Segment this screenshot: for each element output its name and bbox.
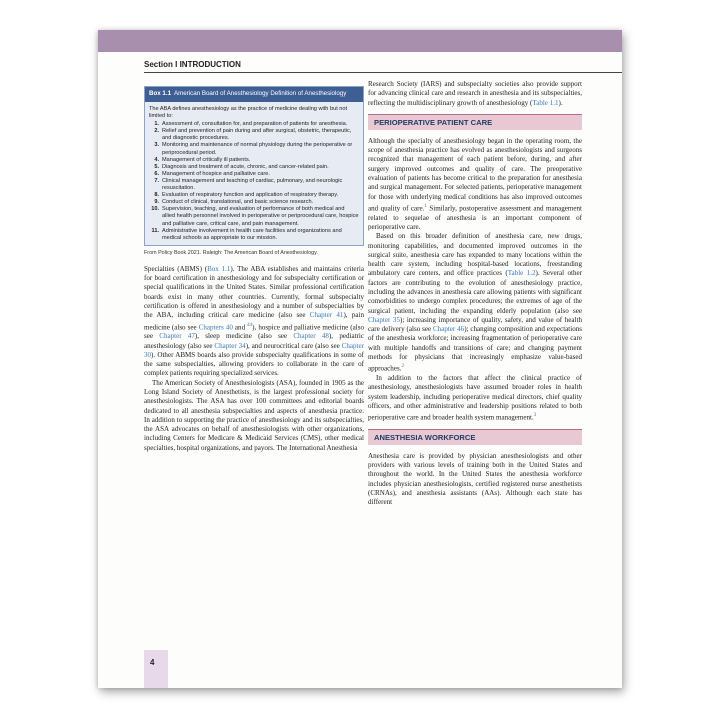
box-item-text: Conduct of clinical, translational, and basic science research. xyxy=(162,199,314,206)
right-body-text-2 xyxy=(368,137,582,423)
book-page xyxy=(98,30,622,688)
box-item-number: 6. xyxy=(154,170,159,177)
cross-reference-link[interactable]: Chapter 47 xyxy=(159,332,195,341)
box-item-text: Clinical management and teaching of cardiac, pulmonary, and neurologic resuscitation. xyxy=(162,177,343,192)
top-color-band xyxy=(98,30,622,52)
box-item-text: Monitoring and maintenance of normal physiology during the perioperative or periprocedural period. xyxy=(162,142,353,156)
box-body xyxy=(145,102,363,245)
paragraph: Anesthesia care is provided by physician anesthesiologists and other providers with various levels of training both in the United States and throughout the world. In the United States the anesthesia workforce includes physician anesthesiologists, certified registered nurse anesthetists (CRNAs), and anesthesia assistants (AAs). Although each state has different xyxy=(368,451,582,507)
box-item-number: 4. xyxy=(154,156,159,163)
definition-box xyxy=(144,86,364,246)
heading-anesthesia-workforce: ANESTHESIA WORKFORCE xyxy=(368,429,582,445)
box-list-item xyxy=(149,128,359,142)
cross-reference-link[interactable]: Chapter 41 xyxy=(309,311,344,320)
right-column xyxy=(368,80,582,508)
box-title-text: American Board of Anesthesiology Definition of Anesthesiology xyxy=(174,90,347,97)
box-item-number: 8. xyxy=(154,192,159,199)
left-column xyxy=(144,86,364,453)
box-item-number: 3. xyxy=(154,142,159,149)
page-number: 4 xyxy=(150,658,155,667)
box-intro: The ABA defines anesthesiology as the practice of medicine dealing with but not limited to: xyxy=(149,106,348,120)
box-list-item xyxy=(149,199,359,206)
cross-reference-link[interactable]: 3 xyxy=(533,413,537,419)
paragraph: Based on this broader definition of anesthesia care, new drugs, monitoring capabilities, and documented improved outcomes in the surgical suite, anesthesia care has expanded to many locations within the health care system, including hospital-based locations, freestanding ambulatory care centers, and office practices (Table 1.2). Several other factors are contributing to the evolution of anesthesiology practice, including the advances in anesthesia care allowing patients with significant comorbidities to undergo complex procedures; the extremes of age of the surgical patient, including the expanding elderly population (also see Chapter 35); increasing importance of quality, safety, and value of health care delivery (also see Chapter 46); changing composition and expectations of the anesthesia workforce; increasing fragmentation of perioperative care with multiple handoffs and transitions of care; and changing payment methods for physicians that increasingly emphasize value-based approaches.$^2$ xyxy=(368,232,583,373)
box-list-item xyxy=(149,121,359,128)
box-title xyxy=(145,87,363,102)
box-list-item xyxy=(149,157,359,164)
left-body-text xyxy=(144,265,364,453)
section-header: Section I INTRODUCTION xyxy=(144,60,622,73)
box-item-number: 2. xyxy=(154,128,159,135)
cross-reference-link[interactable]: 44 xyxy=(247,322,253,328)
cross-reference-link[interactable]: Chapters 40 xyxy=(198,322,233,331)
cross-reference-link[interactable]: Chapter 46 xyxy=(432,325,465,334)
box-item-text: Administrative involvement in health care facilities and organizations and medical schools as appropriate to our mission. xyxy=(162,227,342,241)
box-label: Box 1.1 xyxy=(149,90,172,97)
box-list xyxy=(149,121,359,242)
box-item-text: Management of critically ill patients. xyxy=(162,156,251,163)
box-list-item xyxy=(149,164,359,171)
cross-reference-link[interactable]: Table 1.1 xyxy=(532,98,559,107)
box-list-item xyxy=(149,171,359,178)
cross-reference-link[interactable]: Chapter 35 xyxy=(368,315,400,324)
box-list-item xyxy=(149,178,359,192)
box-item-number: 5. xyxy=(154,163,159,170)
box-item-text: Diagnosis and treatment of acute, chronic, and cancer-related pain. xyxy=(162,163,329,170)
box-item-number: 10. xyxy=(151,206,159,213)
box-list-item xyxy=(149,206,359,227)
paragraph: Specialties (ABMS) (Box 1.1). The ABA establishes and maintains criteria for board certification in anesthesiology and for subspecialty certification or special qualifications in the United States. Similar professional certification boards exist in many other countries. Currently, formal subspecialty certification is offered in anesthesiology and a number of subspecialties by the ABA, including critical care medicine (also see Chapter 41), pain medicine (also see Chapters 40 and $^{44}$), hospice and palliative medicine (also see Chapter 47), sleep medicine (also see Chapter 48), pediatric anesthesiology (also see Chapter 34), and neurocritical care (also see Chapter 30). Other ABMS boards also provide subspecialty qualifications in some of the same subspecialties, allowing providers to collaborate in the care of complex patients requiring specialized services. xyxy=(144,264,364,378)
paragraph: The American Society of Anesthesiologists (ASA), founded in 1905 as the Long Island Society of Anesthetists, is the largest professional society for anesthesiologists. The ASA has over 100 committees and editorial boards dedicated to all anesthesia subspecialties and aspects of anesthesia practice. In addition to supporting the practice of anesthesiology and its subspecialties, the ASA advocates on behalf of anesthesiologists with other organizations, including Centers for Medicare & Medicaid Services (CMS), other medical specialties, hospital organizations, and payors. The International Anesthesia xyxy=(144,378,364,452)
paragraph: Research Society (IARS) and subspecialty societies also provide support for advancing clinical care and research in anesthesia and its subspecialties, reflecting the multidisciplinary growth of anesthesiology (Table 1.1). xyxy=(368,80,582,107)
cross-reference-link[interactable]: 1 xyxy=(424,203,427,209)
box-item-text: Assessment of, consultation for, and preparation of patients for anesthesia. xyxy=(162,121,348,128)
box-item-number: 7. xyxy=(154,177,159,184)
cross-reference-link[interactable]: Chapter 30 xyxy=(144,341,364,359)
paragraph: Although the specialty of anesthesiology began in the operating room, the scope of anesthesia practice has evolved as anesthesiologists and surgeons recognized that management of each patient before, during, and after surgery improved outcomes and quality of care. The preoperative evaluation of patients has become critical to the preparation for anesthesia and surgical management. For selected patients, perioperative management for those with underlying medical conditions has also improved outcomes and quality of care.$^1$ Similarly, postoperative assessment and management related to sequelae of anesthesia is an important component of perioperative care. xyxy=(368,136,582,231)
right-body-text xyxy=(368,80,582,108)
page-number-tab xyxy=(144,650,168,688)
cross-reference-link[interactable]: Chapter 34 xyxy=(214,341,246,350)
box-item-text: Evaluation of respiratory function and application of respiratory therapy. xyxy=(162,192,339,199)
paragraph: In addition to the factors that affect the clinical practice of anesthesiology, anesthesiologists have assumed broader roles in health system leadership, including perioperative medical directors, chief quality officers, and other administrative and leadership positions related to both perioperative care and broader health system management.$^3$ xyxy=(368,374,582,422)
right-body-text-3 xyxy=(368,452,582,508)
cross-reference-link[interactable]: Chapter 48 xyxy=(293,332,329,341)
box-item-text: Management of hospice and palliative care. xyxy=(162,170,270,177)
box-list-item xyxy=(149,228,359,242)
box-item-number: 11. xyxy=(151,227,159,234)
box-list-item xyxy=(149,192,359,199)
box-item-text: Supervision, teaching, and evaluation of performance of both medical and allied health personnel involved in perioperative or periprocedural care, hospice and palliative care, critical care, and pain management. xyxy=(162,206,359,227)
cross-reference-link[interactable]: 2 xyxy=(401,364,404,370)
box-item-number: 9. xyxy=(154,199,159,206)
box-item-text: Relief and prevention of pain during and after surgical, obstetric, therapeutic, and diagnostic procedures. xyxy=(162,128,352,142)
box-item-number: 1. xyxy=(154,121,159,128)
box-list-item xyxy=(149,142,359,156)
heading-perioperative-care: PERIOPERATIVE PATIENT CARE xyxy=(368,114,582,130)
cross-reference-link[interactable]: Table 1.2 xyxy=(507,269,536,278)
cross-reference-link[interactable]: Box 1.1 xyxy=(207,264,231,273)
box-source: From Policy Book 2021. Raleigh: The American Board of Anesthesiology. xyxy=(144,249,318,256)
